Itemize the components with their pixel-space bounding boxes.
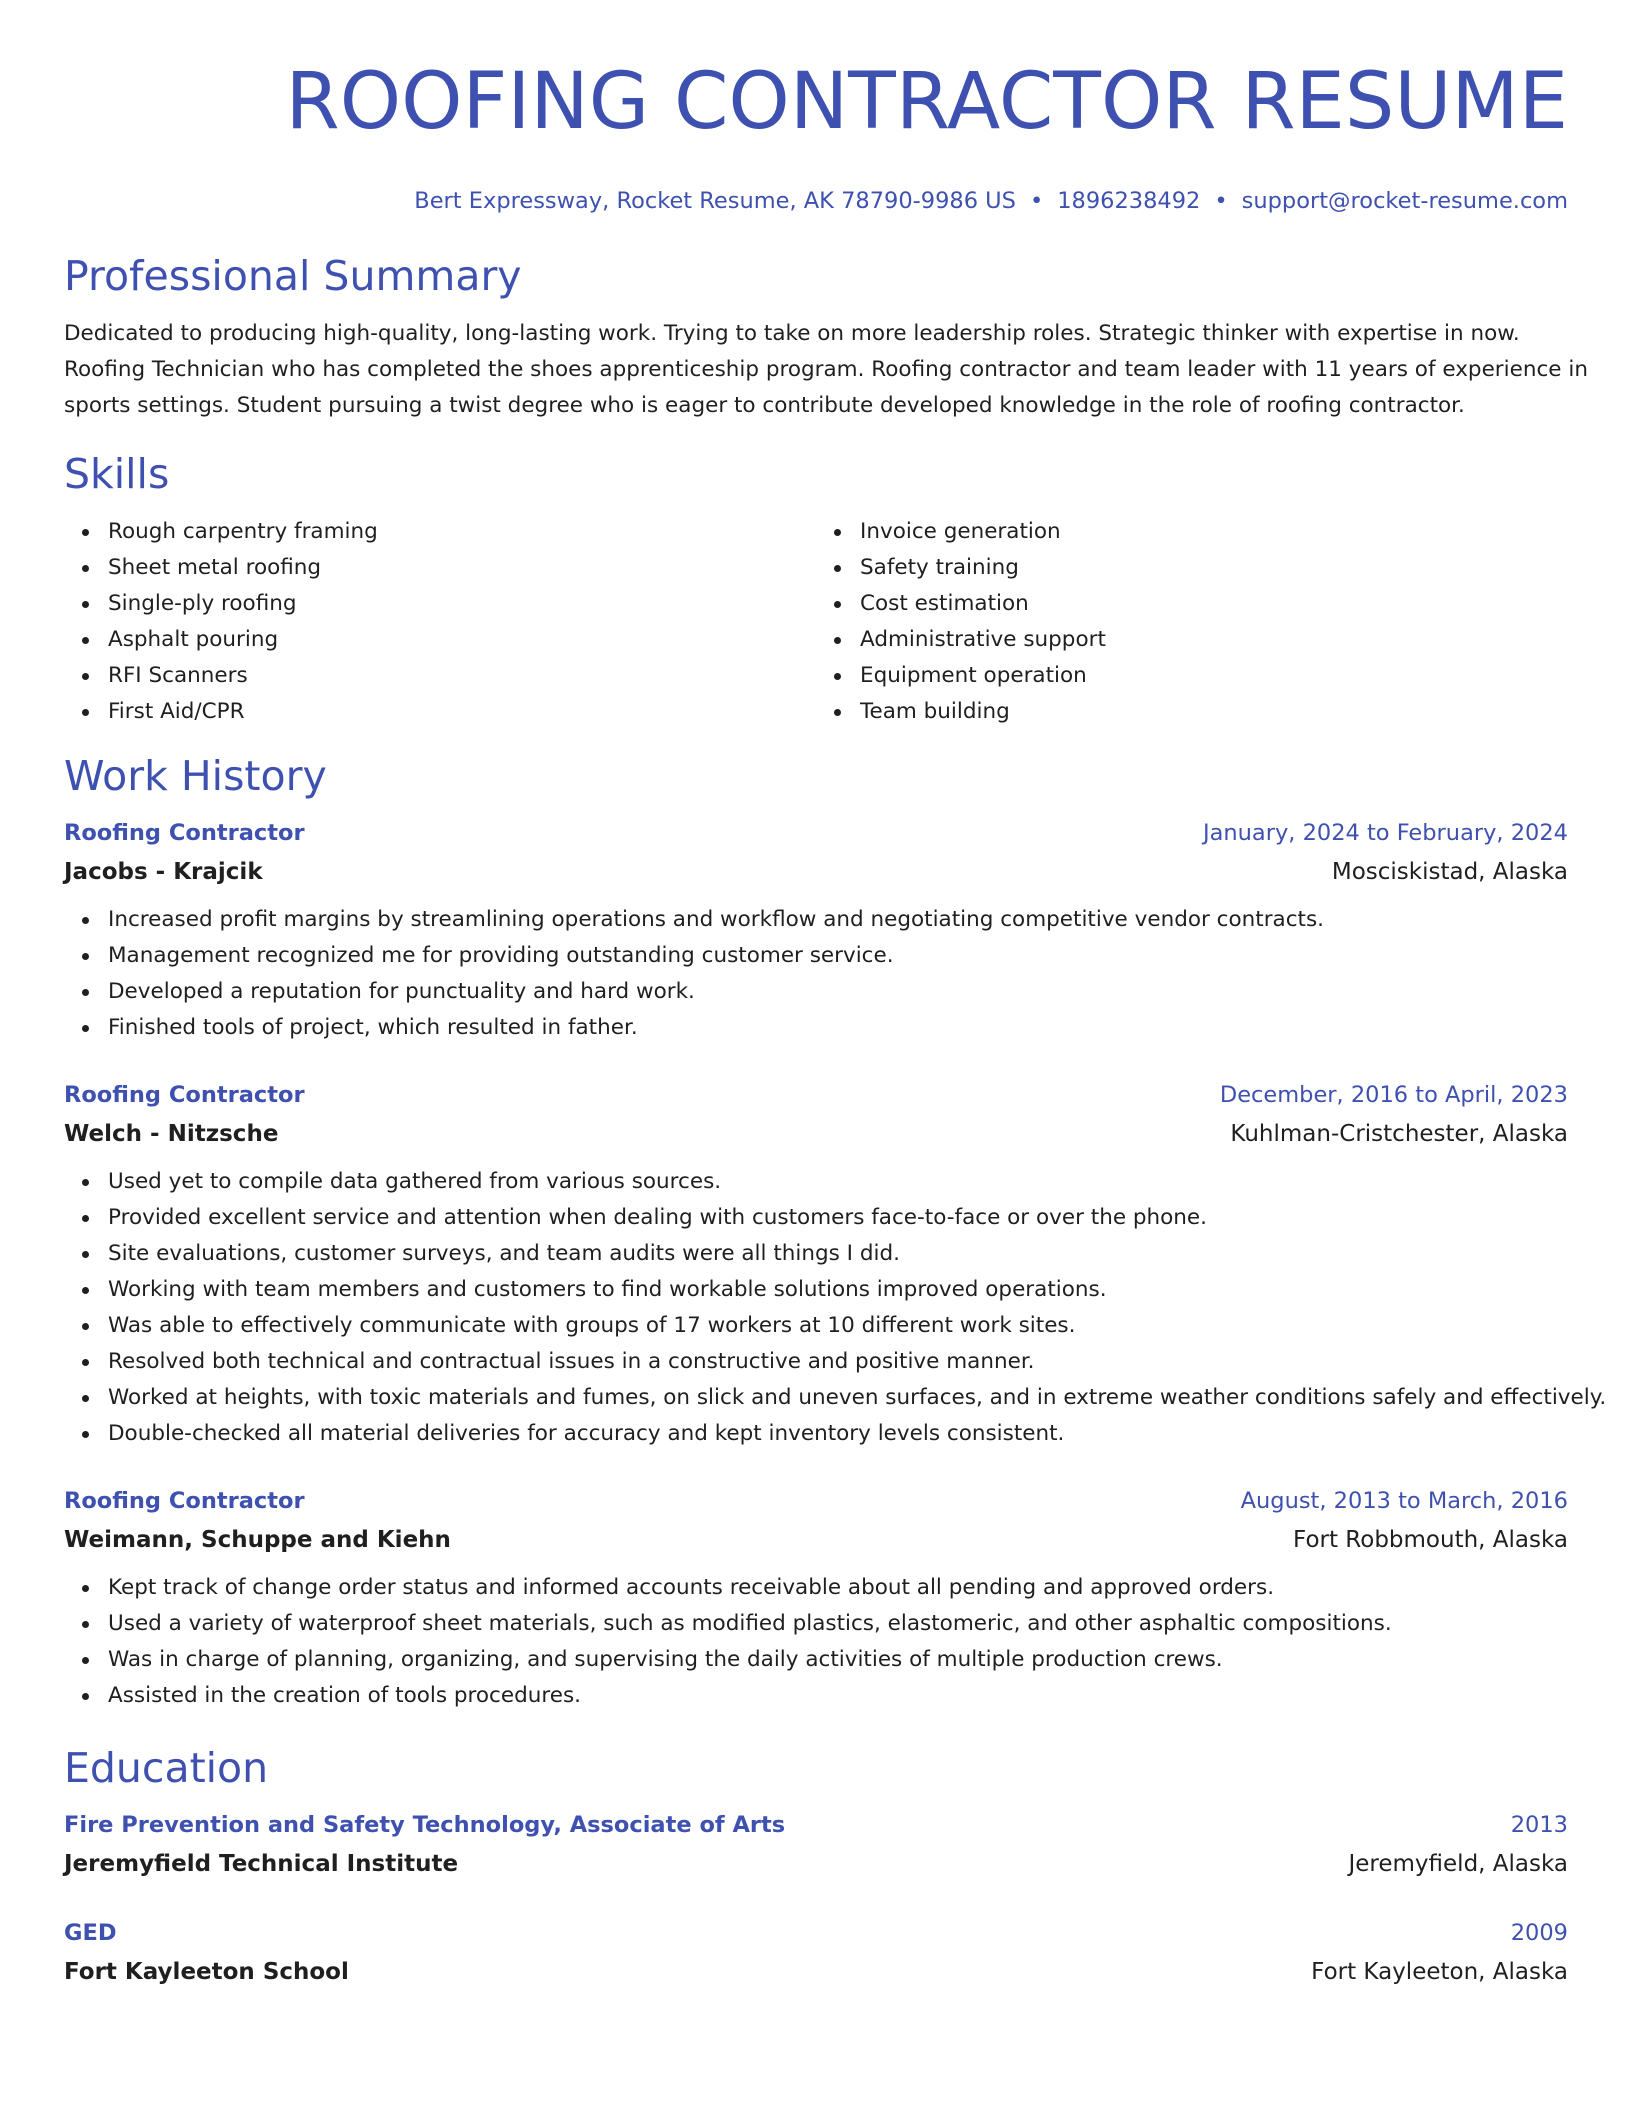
job-duties-list: [64, 902, 1568, 1046]
skills-list-right: [816, 514, 1568, 730]
job-duty: Double-checked all material deliveries for accuracy and kept inventory levels consistent.: [108, 1416, 1568, 1452]
skill-item: Equipment operation: [860, 658, 1568, 694]
skill-item: Administrative support: [860, 622, 1568, 658]
summary-line: Roofing Technician who has completed the shoes apprenticeship program. Roofing contractor and team leader with 11 years of experience in: [64, 357, 1588, 382]
job-employer-row: [64, 852, 1568, 892]
job-duty: Worked at heights, with toxic materials and fumes, on slick and uneven surfaces, and in extreme weather conditions safely and effectively.: [108, 1380, 1568, 1416]
education-entry: [64, 1914, 1568, 1992]
job-location: Fort Robbmouth, Alaska: [1293, 1527, 1568, 1553]
job-duty: Assisted in the creation of tools procedures.: [108, 1678, 1568, 1714]
job-entry: [64, 1076, 1607, 1452]
education-school: Jeremyfield Technical Institute: [64, 1851, 459, 1877]
education-location: Fort Kayleeton, Alaska: [1311, 1959, 1568, 1985]
job-duties-list: [64, 1570, 1568, 1714]
job-duty: Working with team members and customers to find workable solutions improved operations.: [108, 1272, 1568, 1308]
education-degree: Fire Prevention and Safety Technology, Associate of Arts: [64, 1812, 786, 1838]
contact-phone: 1896238492: [1057, 188, 1201, 214]
skill-item: Sheet metal roofing: [108, 550, 816, 586]
education-header-row: [64, 1914, 1568, 1952]
job-duty: Management recognized me for providing outstanding customer service.: [108, 938, 1568, 974]
job-duty: Kept track of change order status and informed accounts receivable about all pending and approved orders.: [108, 1570, 1568, 1606]
skill-item: Safety training: [860, 550, 1568, 586]
job-entry: [64, 814, 1568, 1046]
job-title: Roofing Contractor: [64, 1488, 305, 1514]
job-title: Roofing Contractor: [64, 1082, 305, 1108]
job-duty: Resolved both technical and contractual issues in a constructive and positive manner.: [108, 1344, 1568, 1380]
job-duty: Used a variety of waterproof sheet materials, such as modified plastics, elastomeric, and other asphaltic compositions.: [108, 1606, 1568, 1642]
job-employer: Welch - Nitzsche: [64, 1121, 279, 1147]
job-duty: Site evaluations, customer surveys, and team audits were all things I did.: [108, 1236, 1568, 1272]
job-duty: Used yet to compile data gathered from various sources.: [108, 1164, 1568, 1200]
skill-item: RFI Scanners: [108, 658, 816, 694]
work-history-heading: Work History: [64, 752, 327, 800]
job-duties-list: [64, 1164, 1607, 1452]
summary-heading: Professional Summary: [64, 252, 522, 300]
job-header-row: [64, 1482, 1568, 1520]
summary-line: Dedicated to producing high-quality, long-lasting work. Trying to take on more leadership roles. Strategic thinker with expertise in now.: [64, 321, 1520, 346]
education-school-row: [64, 1844, 1568, 1884]
education-header-row: [64, 1806, 1568, 1844]
education-year: 2009: [1510, 1920, 1568, 1946]
contact-address: Bert Expressway, Rocket Resume, AK 78790-9986 US: [414, 188, 1016, 214]
skills-heading: Skills: [64, 450, 170, 498]
summary-text: [64, 316, 1588, 424]
summary-line: sports settings. Student pursuing a twist degree who is eager to contribute developed knowledge in the role of roofing contractor.: [64, 393, 1465, 418]
job-dates: August, 2013 to March, 2016: [1240, 1488, 1568, 1514]
contact-email: support@rocket-resume.com: [1241, 188, 1568, 214]
education-heading: Education: [64, 1744, 269, 1792]
contact-info: [64, 186, 1568, 216]
contact-separator: •: [1214, 188, 1228, 214]
education-degree: GED: [64, 1920, 117, 1946]
contact-separator: •: [1029, 188, 1044, 214]
job-duty: Was in charge of planning, organizing, and supervising the daily activities of multiple production crews.: [108, 1642, 1568, 1678]
job-dates: January, 2024 to February, 2024: [1202, 820, 1568, 846]
skill-item: Cost estimation: [860, 586, 1568, 622]
job-header-row: [64, 1076, 1568, 1114]
job-duty: Provided excellent service and attention when dealing with customers face-to-face or over the phone.: [108, 1200, 1568, 1236]
skill-item: Asphalt pouring: [108, 622, 816, 658]
skill-item: First Aid/CPR: [108, 694, 816, 730]
job-header-row: [64, 814, 1568, 852]
skill-item: Team building: [860, 694, 1568, 730]
skill-item: Single-ply roofing: [108, 586, 816, 622]
skill-item: Invoice generation: [860, 514, 1568, 550]
job-dates: December, 2016 to April, 2023: [1219, 1082, 1568, 1108]
education-school: Fort Kayleeton School: [64, 1959, 349, 1985]
resume-title: ROOFING CONTRACTOR RESUME: [285, 57, 1568, 147]
job-employer: Jacobs - Krajcik: [64, 859, 263, 885]
education-year: 2013: [1510, 1812, 1568, 1838]
job-duty: Was able to effectively communicate with groups of 17 workers at 10 different work sites.: [108, 1308, 1568, 1344]
job-entry: [64, 1482, 1568, 1714]
job-location: Kuhlman-Cristchester, Alaska: [1230, 1121, 1568, 1147]
skills-list-left: [64, 514, 816, 730]
job-employer-row: [64, 1520, 1568, 1560]
education-location: Jeremyfield, Alaska: [1348, 1851, 1568, 1877]
job-duty: Developed a reputation for punctuality and hard work.: [108, 974, 1568, 1010]
job-employer: Weimann, Schuppe and Kiehn: [64, 1527, 451, 1553]
job-title: Roofing Contractor: [64, 820, 305, 846]
job-location: Mosciskistad, Alaska: [1331, 859, 1568, 885]
job-employer-row: [64, 1114, 1568, 1154]
education-school-row: [64, 1952, 1568, 1992]
skill-item: Rough carpentry framing: [108, 514, 816, 550]
education-entry: [64, 1806, 1568, 1884]
skills-columns: [64, 514, 1568, 730]
job-duty: Increased profit margins by streamlining operations and workflow and negotiating competitive vendor contracts.: [108, 902, 1568, 938]
job-duty: Finished tools of project, which resulted in father.: [108, 1010, 1568, 1046]
